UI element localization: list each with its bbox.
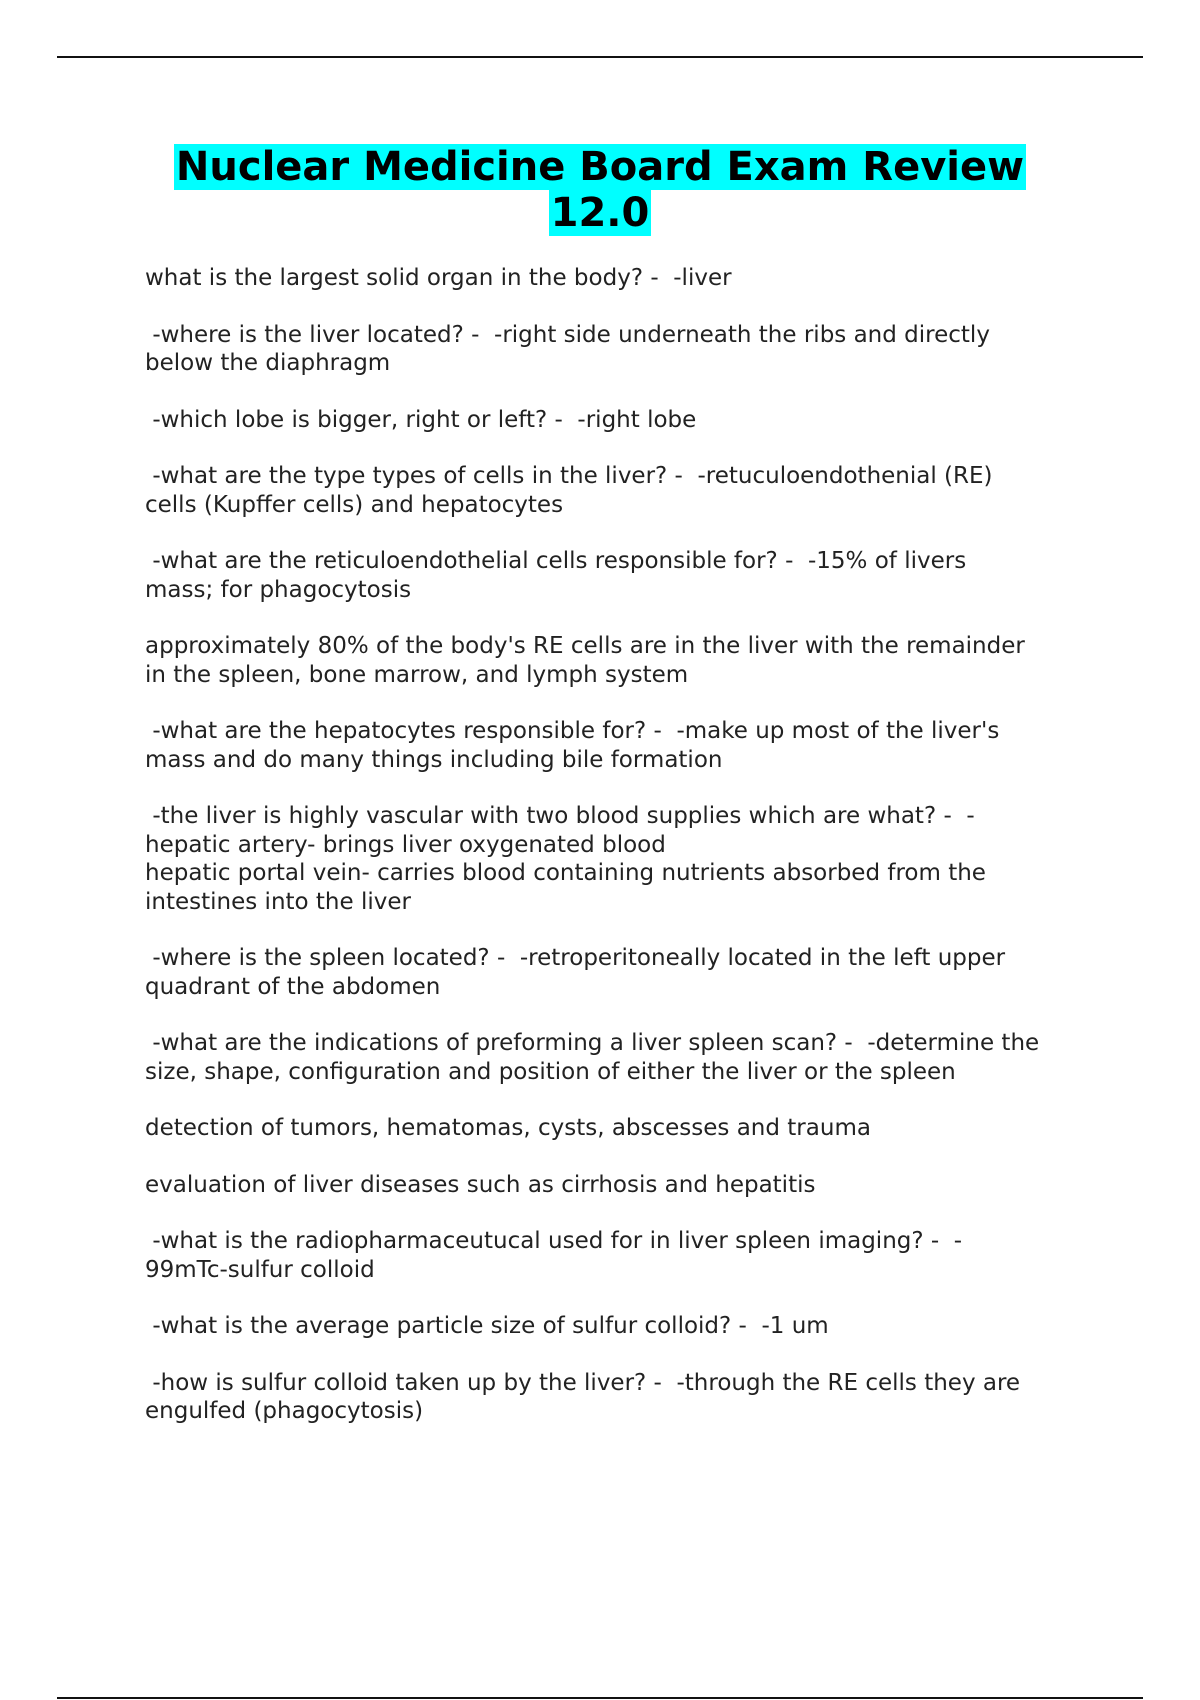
text-line: -what are the type types of cells in the liver? - -retuculoendothenial (RE) (145, 463, 993, 489)
paragraph (145, 462, 1100, 519)
text-line: -what are the indications of preforming a liver spleen scan? - -determine the (145, 1030, 1040, 1056)
top-rule (57, 56, 1143, 58)
text-line: engulfed (phagocytosis) (145, 1398, 424, 1424)
paragraph (145, 632, 1100, 689)
text-line: cells (Kupffer cells) and hepatocytes (145, 491, 564, 518)
paragraph (145, 1171, 1100, 1200)
paragraph (145, 1227, 1100, 1284)
text-line: what is the largest solid organ in the body? - -liver (145, 265, 732, 291)
document-title (100, 144, 1100, 236)
text-line: -what is the radiopharmaceutucal used for in liver spleen imaging? - - (145, 1228, 963, 1254)
text-line: mass and do many things including bile formation (145, 746, 723, 773)
text-line: -what are the reticuloendothelial cells responsible for? - -15% of livers (145, 548, 967, 574)
paragraph (145, 802, 1100, 916)
text-line: in the spleen, bone marrow, and lymph system (145, 661, 689, 688)
title-line-2: 12.0 (550, 190, 650, 236)
text-line: -what is the average particle size of sulfur colloid? - -1 um (145, 1313, 829, 1339)
paragraph (145, 717, 1100, 774)
text-line: mass; for phagocytosis (145, 576, 412, 603)
text-line: hepatic artery- brings liver oxygenated blood (145, 831, 666, 858)
document-body (145, 264, 1100, 1454)
paragraph (145, 406, 1100, 435)
paragraph (145, 321, 1100, 378)
text-line: evaluation of liver diseases such as cirrhosis and hepatitis (145, 1171, 816, 1198)
text-line: 99mTc-sulfur colloid (145, 1256, 375, 1283)
text-line: detection of tumors, hematomas, cysts, abscesses and trauma (145, 1115, 871, 1141)
bottom-rule (57, 1697, 1143, 1699)
paragraph (145, 1312, 1100, 1341)
title-line-1: Nuclear Medicine Board Exam Review (175, 144, 1025, 190)
text-line: intestines into the liver (145, 888, 411, 915)
text-line: size, shape, configuration and position of either the liver or the spleen (145, 1058, 956, 1085)
text-line: approximately 80% of the body's RE cells are in the liver with the remainder (145, 633, 1025, 659)
paragraph (145, 264, 1100, 293)
text-line: -how is sulfur colloid taken up by the liver? - -through the RE cells they are (145, 1369, 1021, 1396)
text-line: quadrant of the abdomen (145, 973, 441, 1000)
text-line: -what are the hepatocytes responsible for? - -make up most of the liver's (145, 718, 1000, 744)
text-line: -the liver is highly vascular with two blood supplies which are what? - - (145, 803, 975, 829)
text-line: below the diaphragm (145, 350, 391, 376)
text-line: -where is the liver located? - -right side underneath the ribs and directly (145, 321, 990, 348)
paragraph (145, 547, 1100, 604)
paragraph (145, 1029, 1100, 1086)
paragraph (145, 1114, 1100, 1143)
text-line: -where is the spleen located? - -retroperitoneally located in the left upper (145, 945, 1006, 971)
text-line: -which lobe is bigger, right or left? - -right lobe (145, 406, 697, 433)
paragraph (145, 944, 1100, 1001)
paragraph (145, 1369, 1100, 1426)
text-line: hepatic portal vein- carries blood containing nutrients absorbed from the (145, 860, 986, 886)
